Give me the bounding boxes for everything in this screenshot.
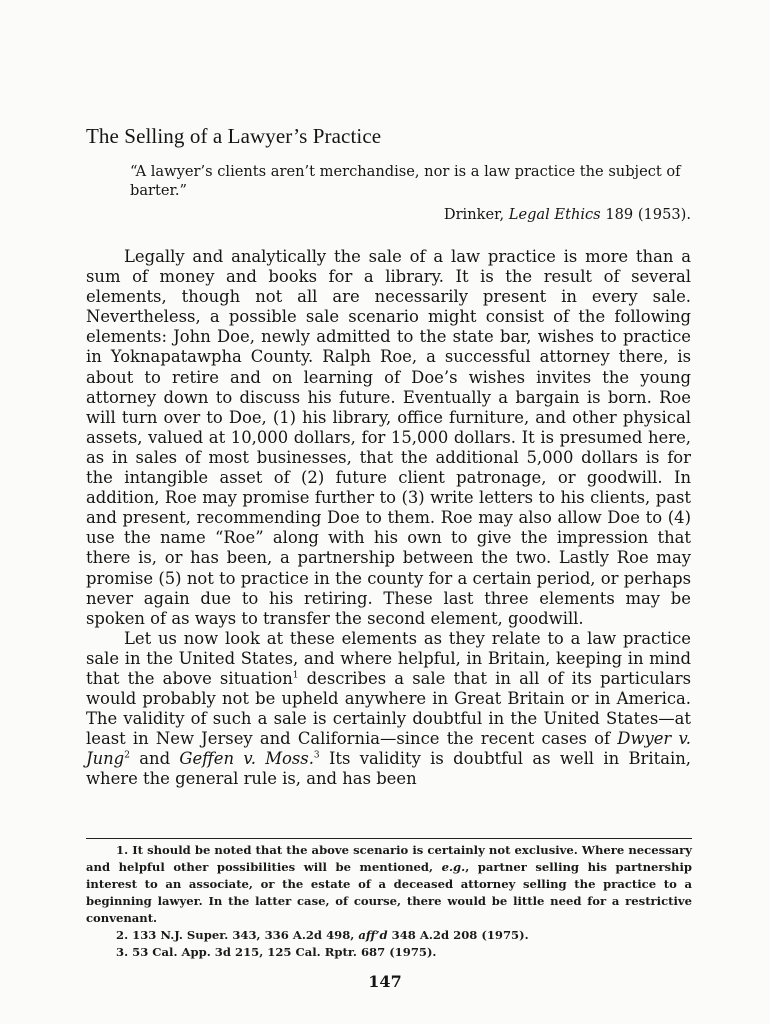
footnote-divider <box>86 838 692 839</box>
footnote-2-affd: aff’d <box>358 928 388 942</box>
body-text <box>86 247 691 790</box>
footnote-ref-1: 1 <box>292 670 299 681</box>
footnote-1-text-a: 1. It should be noted that the above scenario is certainly not exclusive. Where necessary and helpful other possibilities will be mentioned, <box>86 843 692 874</box>
footnote-1-text-b: , partner selling his partnership interest to an associate, or the estate of a deceased attorney selling the practice to a beginning lawyer. In the latter case, of course, there would be little need for a restrictive convenant. <box>86 860 692 925</box>
footnote-1 <box>86 842 692 927</box>
paragraph-2-text-b: describes a sale that in all of its particulars would probably not be upheld anywhere in Great Britain or in America. The validity of such a sale is certainly doubtful in the United States—at least in New Jersey and California—since the recent cases of <box>86 668 691 749</box>
article-title: The Selling of a Lawyer’s Practice <box>86 124 382 148</box>
footnote-3: 3. 53 Cal. App. 3d 215, 125 Cal. Rptr. 687 (1975). <box>116 945 437 959</box>
epigraph-attribution <box>130 205 691 225</box>
footnote-1-eg: e.g. <box>441 860 466 874</box>
case-name-dwyer: Dwyer v. Jung <box>86 729 691 769</box>
footnote-ref-3: 3 <box>313 750 320 761</box>
epigraph-cite: 189 (1953). <box>605 206 691 223</box>
footnote-2-text-b: 348 A.2d 208 (1975). <box>387 928 529 942</box>
body-paragraph-2 <box>86 629 691 790</box>
case-name-geffen: Geffen v. Moss. <box>179 749 314 769</box>
epigraph-quote: “A lawyer’s clients aren’t merchandise, nor is a law practice the subject of barter.” <box>130 163 681 199</box>
paragraph-2-text-c: and <box>129 749 180 769</box>
footnote-ref-2: 2 <box>124 750 130 761</box>
paragraph-2-text-a: Let us now look at these elements as they relate to a law practice sale in the United States, and where helpful, in Britain, keeping in mind that the above situation <box>86 628 691 688</box>
epigraph-work: Legal Ethics <box>508 206 601 223</box>
footnotes <box>86 842 692 961</box>
page-number: 147 <box>368 972 402 991</box>
body-paragraph-1: Legally and analytically the sale of a law practice is more than a sum of money and books for a library. It is the result of several elements, though not all are necessarily present in every sale. Nevertheless, a possible sale scenario might consist of the following elements: John Doe, newly admitted to the state bar, wishes to practice in Yoknapatawpha County. Ralph Roe, a successful attorney there, is about to retire and on learning of Doe’s wishes invites the young attorney down to discuss his future. Eventually a bargain is born. Roe will turn over to Doe, (1) his library, office furniture, and other physical assets, valued at 10,000 dollars, for 15,000 dollars. It is presumed here, as in sales of most businesses, that the additional 5,000 dollars is for the intangible asset of (2) future client patronage, or goodwill. In addition, Roe may promise further to (3) write letters to his clients, past and present, recommending Doe to them. Roe may also allow Doe to (4) use the name “Roe” along with his own to give the impression that there is, or has been, a partnership between the two. Lastly Roe may promise (5) not to practice in the county for a certain period, or perhaps never again due to his retiring. These last three elements may be spoken of as ways to transfer the second element, goodwill. <box>86 247 691 628</box>
epigraph-author: Drinker, <box>443 206 505 223</box>
paragraph-2-text-d: Its validity is doubtful as well in Britain, where the general rule is, and has been <box>86 749 691 789</box>
footnote-2-text-a: 2. 133 N.J. Super. 343, 336 A.2d 498, <box>116 928 359 942</box>
footnote-2 <box>86 927 692 944</box>
